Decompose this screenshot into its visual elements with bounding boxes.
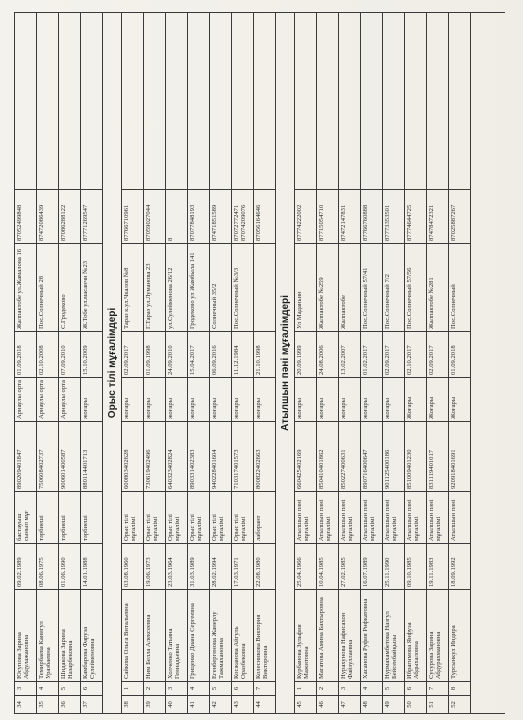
cell-address: Пос.Солнечный 28 [37, 243, 58, 331]
cell-empty [188, 13, 209, 189]
cell-phone: 87766710961 [122, 189, 143, 243]
cell-education: жоғары [81, 377, 102, 421]
cell-empty [15, 13, 36, 189]
cell-phone: 87471851589 [210, 189, 231, 243]
cell-position: Орыс тілі мұғалімі [188, 491, 209, 543]
table-row [449, 13, 471, 713]
cell-row-number: 47 [339, 695, 360, 713]
cell-empty [295, 13, 316, 189]
cell-birth-date: 17.03.1971 [232, 543, 253, 589]
cell-education: жоғары [188, 377, 209, 421]
cell-iin: 890209401847 [15, 421, 36, 491]
cell-row-number: 49 [383, 695, 404, 713]
table-row [405, 13, 427, 713]
cell-start-date: 24.08.2006 [317, 331, 338, 377]
cell-full-name: Шидакова Зарина Назарбековна [59, 589, 80, 681]
cell-birth-date: 25.11.1990 [383, 543, 404, 589]
cell-full-name: Нурмахамбетова Назгул Бейсенбайқызы [383, 589, 404, 681]
cell-group-index: 8 [449, 681, 470, 695]
cell-iin: 880114401713 [81, 421, 102, 491]
cell-phone: 87472147831 [339, 189, 360, 243]
cell-group-index: 5 [210, 681, 231, 695]
cell-group-index: 6 [405, 681, 426, 695]
cell-row-number: 43 [232, 695, 253, 713]
cell-row-number: 42 [210, 695, 231, 713]
cell-phone: 87086288122 [59, 189, 80, 243]
section-heading: Орыс тілі мұғалімдері [103, 13, 122, 713]
cell-iin: 890716400647 [361, 421, 382, 491]
table-row [59, 13, 81, 713]
cell-empty [144, 13, 165, 189]
cell-phone: 87472086439 [37, 189, 58, 243]
cell-row-number: 44 [254, 695, 275, 713]
cell-phone: 8 [166, 189, 187, 243]
cell-education: жоғары [383, 377, 404, 421]
cell-birth-date: 22.08.1980 [254, 543, 275, 589]
table-row [122, 13, 144, 713]
cell-group-index: 2 [317, 681, 338, 695]
cell-group-index: 3 [15, 681, 36, 695]
cell-start-date: 15.10.2009 [81, 331, 102, 377]
cell-position: Атылшын пәні мұғалімі [295, 491, 316, 543]
cell-iin: 850410401862 [317, 421, 338, 491]
cell-phone: 87771269547 [81, 189, 102, 243]
cell-address: Солнечный 35/2 [210, 243, 231, 331]
cell-phone: 87025887267 [449, 189, 470, 243]
cell-iin: 730619402496 [144, 421, 165, 491]
cell-group-index: 5 [383, 681, 404, 695]
table-row [232, 13, 254, 713]
cell-birth-date: 27.02.1985 [339, 543, 360, 589]
cell-birth-date: 16.07.1989 [361, 543, 382, 589]
cell-full-name: Гриценко Диана Сергеевна [188, 589, 209, 681]
cell-birth-date: 18.09.1992 [449, 543, 470, 589]
cell-group-index: 1 [122, 681, 143, 695]
cell-phone: 87773353501 [383, 189, 404, 243]
cell-start-date: 02.09.2017 [383, 331, 404, 377]
cell-birth-date: 19.06.1973 [144, 543, 165, 589]
table-row [427, 13, 449, 713]
cell-education: Арнаулы орта [37, 377, 58, 421]
cell-row-number: 46 [317, 695, 338, 713]
cell-start-date: 01.09.2018 [15, 331, 36, 377]
cell-phone: 87478472321 [427, 189, 448, 243]
cell-address: Жалпактобе №259 [317, 243, 338, 331]
cell-empty [361, 13, 382, 189]
cell-position: Орыс тілі мұғалімі [232, 491, 253, 543]
cell-address [254, 243, 275, 331]
cell-position: бастауыш сынып мұғ [15, 491, 36, 543]
cell-iin: 660425402169 [295, 421, 316, 491]
table-row [361, 13, 383, 713]
cell-group-index: 6 [81, 681, 102, 695]
cell-position: Атылшын пәні [449, 491, 470, 543]
cell-address: ул.Сулейменова 26/12 [166, 243, 187, 331]
cell-row-number: 39 [144, 695, 165, 713]
cell-full-name: Турсынкул Индира [449, 589, 470, 681]
cell-education: жоғары [232, 377, 253, 421]
cell-full-name: Косжанова Айгуль Оразбековна [232, 589, 253, 681]
cell-empty [339, 13, 360, 189]
cell-start-date: 13.02.2007 [339, 331, 360, 377]
cell-position: Атылшын пәні мұғалімі [361, 491, 382, 543]
cell-education: Арнаулы орта [59, 377, 80, 421]
cell-position: тәрбиеші [59, 491, 80, 543]
cell-address: Пос.Солнечный 57/56 [405, 243, 426, 331]
cell-start-date: 24.09.2010 [166, 331, 187, 377]
cell-address: Ул Маданьин [295, 243, 316, 331]
cell-iin: 800822402663 [254, 421, 275, 491]
table-row [317, 13, 339, 713]
cell-empty [427, 13, 448, 189]
cell-start-date: 02.09.2017 [122, 331, 143, 377]
cell-education: Жоғары [427, 377, 448, 421]
cell-empty [37, 13, 58, 189]
cell-start-date: 01.02.2017 [361, 331, 382, 377]
cell-phone: 87077848193 [188, 189, 209, 243]
cell-position: Атылшын пәні мұғалімі [427, 491, 448, 543]
table-row [188, 13, 210, 713]
table-row [254, 13, 276, 713]
cell-group-index: 7 [427, 681, 448, 695]
cell-full-name: Сусурова Зарина Абдурахмановна [427, 589, 448, 681]
cell-phone: 87766760888 [361, 189, 382, 243]
cell-education: жоғары [295, 377, 316, 421]
cell-start-date: 01.09.2018 [449, 331, 470, 377]
cell-education: жоғары [361, 377, 382, 421]
cell-address: Гродеково ул Жамбыла 141 [188, 243, 209, 331]
cell-birth-date: 28.02.1994 [210, 543, 231, 589]
cell-full-name: Хасанова Руфия Рифкатовна [361, 589, 382, 681]
cell-row-number: 37 [81, 695, 102, 713]
cell-birth-date: 23.03.1964 [166, 543, 187, 589]
cell-iin: 640323402824 [166, 421, 187, 491]
cell-start-date: 11.12.1984 [232, 331, 253, 377]
cell-birth-date: 01.06.1990 [59, 543, 80, 589]
cell-row-number: 50 [405, 695, 426, 713]
cell-position: Атылшын пәні мұғалімі [405, 491, 426, 543]
cell-row-number: 51 [427, 695, 448, 713]
table-row [339, 13, 361, 713]
cell-birth-date: 14.01.1988 [81, 543, 102, 589]
cell-position: Орыс тілі мұғалімі [122, 491, 143, 543]
cell-row-number: 40 [166, 695, 187, 713]
cell-group-index: 2 [144, 681, 165, 695]
cell-education: жоғары [339, 377, 360, 421]
cell-row-number: 52 [449, 695, 470, 713]
table-row [383, 13, 405, 713]
cell-empty [254, 13, 275, 189]
cell-empty [383, 13, 404, 189]
cell-empty [317, 13, 338, 189]
cell-row-number: 45 [295, 695, 316, 713]
cell-full-name: Камбарова Фаруза Сулейменовна [81, 589, 102, 681]
cell-start-date: 21.10.1998 [254, 331, 275, 377]
cell-full-name: Юсупова Зарина Абдулажановна [15, 589, 36, 681]
cell-full-name: Магатова Амина Бахтыровна [317, 589, 338, 681]
cell-group-index: 6 [232, 681, 253, 695]
cell-group-index: 3 [339, 681, 360, 695]
cell-row-number: 38 [122, 695, 143, 713]
cell-empty [122, 13, 143, 189]
cell-iin: 750608402737 [37, 421, 58, 491]
cell-address: Г.Тараз ул.Луманова 23 [144, 243, 165, 331]
cell-start-date: 15.04.2017 [188, 331, 209, 377]
table-row [210, 13, 232, 713]
cell-iin: 900601400587 [59, 421, 80, 491]
cell-group-index: 4 [188, 681, 209, 695]
cell-start-date: 01.09.1998 [144, 331, 165, 377]
cell-full-name: Курбанова Зульфия Мажитовна [295, 589, 316, 681]
cell-row-number: 35 [37, 695, 58, 713]
cell-phone: 87052499848 [15, 189, 36, 243]
cell-position: Атылшын пәні мұғалімі [383, 491, 404, 543]
cell-empty [232, 13, 253, 189]
cell-empty [81, 13, 102, 189]
cell-full-name: Колесникова Виктория Викторовна [254, 589, 275, 681]
cell-empty [405, 13, 426, 189]
cell-education: жоғары [144, 377, 165, 421]
cell-group-index: 5 [59, 681, 80, 695]
cell-birth-date: 31.03.1989 [188, 543, 209, 589]
cell-iin: 901125400186 [383, 421, 404, 491]
cell-phone: 87056164646 [254, 189, 275, 243]
cell-iin: 940228401604 [210, 421, 231, 491]
cell-full-name: Ибрагимова Янфуза Абдыхаловна [405, 589, 426, 681]
cell-full-name: Нурахунова Нафисахон Файзуллаевна [339, 589, 360, 681]
cell-birth-date: 08.06.1975 [37, 543, 58, 589]
section-heading: Атылшын пәні мұғалімдері [276, 13, 295, 713]
cell-position: лаборант [254, 491, 275, 543]
cell-birth-date: 25.04.1966 [295, 543, 316, 589]
cell-position: тәрбиеші [81, 491, 102, 543]
cell-phone: 87059027044 [144, 189, 165, 243]
cell-start-date: 02.10.2017 [405, 331, 426, 377]
cell-phone: 87715054710 [317, 189, 338, 243]
cell-education: жоғары [210, 377, 231, 421]
cell-group-index: 4 [361, 681, 382, 695]
table-row [144, 13, 166, 713]
cell-full-name: Егенбергенова Жанерлу Тажмахановна [210, 589, 231, 681]
cell-start-date: 20.09.1999 [295, 331, 316, 377]
cell-empty [59, 13, 80, 189]
cell-position: Орыс тілі мұғалімі [166, 491, 187, 543]
cell-phone: 87774222002 [295, 189, 316, 243]
cell-row-number: 34 [15, 695, 36, 713]
table-row [37, 13, 59, 713]
cell-phone: 87774644725 [405, 189, 426, 243]
cell-group-index: 1 [295, 681, 316, 695]
cell-birth-date: 10.04.1985 [317, 543, 338, 589]
cell-education: жоғары [254, 377, 275, 421]
cell-row-number: 41 [188, 695, 209, 713]
cell-start-date: 02.10.2008 [37, 331, 58, 377]
table-row [15, 13, 37, 713]
cell-group-index: 3 [166, 681, 187, 695]
cell-address: Пос.Солнечный 7/2 [383, 243, 404, 331]
cell-phone: 87072772471 87074209076 [232, 189, 253, 243]
cell-address: Пос.Солнечный №3/3 [232, 243, 253, 331]
cell-iin: 920918401691 [449, 421, 470, 491]
cell-group-index: 7 [254, 681, 275, 695]
cell-iin: 831119401017 [427, 421, 448, 491]
cell-full-name: Холченко Татьяна Геннадьевна [166, 589, 187, 681]
cell-iin: 890331402383 [188, 421, 209, 491]
cell-education: жоғары [166, 377, 187, 421]
cell-full-name: Ним Белла Алексеевна [144, 589, 165, 681]
cell-address: Жалпактобе ул.Жамалова 16 [15, 243, 36, 331]
cell-position: Орыс тілі мұғалімі [144, 491, 165, 543]
cell-start-date: 06.09.2016 [210, 331, 231, 377]
cell-position: тәрбиеші [37, 491, 58, 543]
cell-position: Атылшын пәні мұғалімі [339, 491, 360, 543]
cell-address: Жалпактобе [339, 243, 360, 331]
cell-row-number: 48 [361, 695, 382, 713]
table-row [81, 13, 103, 713]
cell-education: Жоғары [405, 377, 426, 421]
cell-education: Арнаулы орта [15, 377, 36, 421]
cell-address: Пос.Солнечный [449, 243, 470, 331]
cell-address: Тараз к.ул.Чкалов №8 [122, 243, 143, 331]
table-row [295, 13, 317, 713]
cell-birth-date: 03.08.1960 [122, 543, 143, 589]
cell-address: С.Гродеково [59, 243, 80, 331]
cell-birth-date: 09.02.1989 [15, 543, 36, 589]
cell-education: Жоғары [449, 377, 470, 421]
cell-position: Атылшын пәні мұғалімі [317, 491, 338, 543]
cell-birth-date: 19.11.1983 [427, 543, 448, 589]
cell-full-name: Темирбаева Канигул Уразбаевна [37, 589, 58, 681]
cell-iin: 851009401230 [405, 421, 426, 491]
cell-empty [210, 13, 231, 189]
table-row [166, 13, 188, 713]
cell-address: Жалпактобе №281 [427, 243, 448, 331]
cell-start-date: 02.09.2017 [427, 331, 448, 377]
cell-education: жоғары [317, 377, 338, 421]
staff-table [14, 12, 505, 714]
cell-start-date: 07.09.2010 [59, 331, 80, 377]
cell-birth-date: 09.10.1985 [405, 543, 426, 589]
cell-full-name: Сайкова Ольга Витальевна [122, 589, 143, 681]
cell-empty [449, 13, 470, 189]
cell-position: Орыс тілі мұғалімі [210, 491, 231, 543]
cell-address: Пос.Солнечный 57/41 [361, 243, 382, 331]
cell-group-index: 4 [37, 681, 58, 695]
cell-address: Ж.Тобе ул.масанчи №23 [81, 243, 102, 331]
cell-iin: 710317401573 [232, 421, 253, 491]
cell-empty [166, 13, 187, 189]
cell-education: жоғары [122, 377, 143, 421]
cell-iin: 850227400631 [339, 421, 360, 491]
cell-row-number: 36 [59, 695, 80, 713]
cell-iin: 600803402628 [122, 421, 143, 491]
